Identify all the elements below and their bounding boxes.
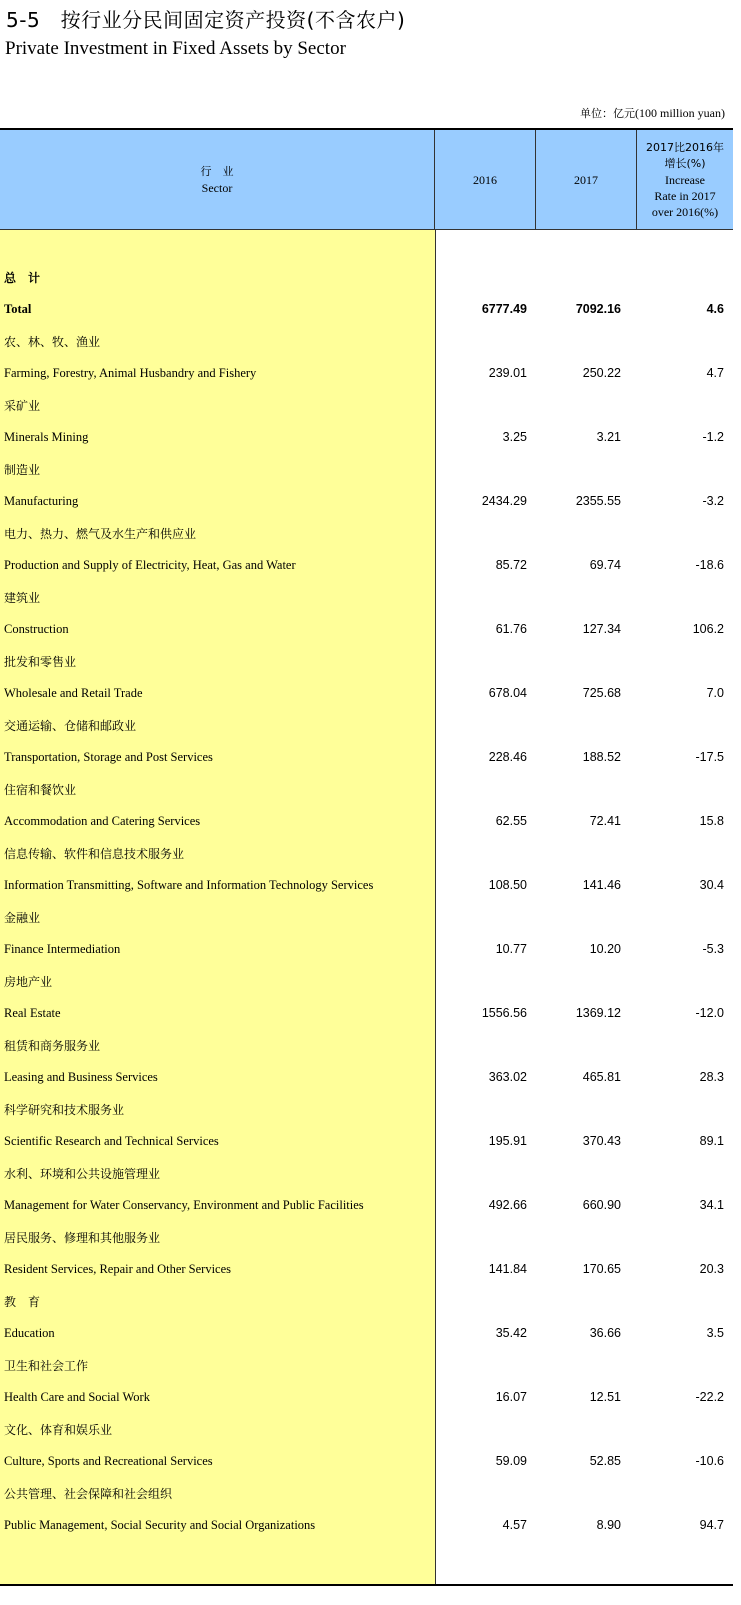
value-2016: 61.76	[495, 622, 527, 636]
sector-label-cn: 科学研究和技术服务业	[4, 1103, 125, 1117]
sector-label-en: Public Management, Social Security and Social Organizations	[4, 1518, 316, 1532]
value-2016: 10.77	[495, 942, 527, 956]
value-rate: 7.0	[706, 686, 724, 700]
table-row	[0, 614, 733, 646]
column-header-rate-line4: Rate in 2017	[654, 188, 716, 203]
value-2017: 370.43	[582, 1134, 621, 1148]
table-row-cn	[0, 1158, 733, 1190]
column-header-rate-line2: 增长(%)	[664, 156, 706, 170]
value-rate: 4.7	[706, 366, 724, 380]
value-2017: 10.20	[589, 942, 621, 956]
value-rate: 4.6	[706, 302, 724, 316]
value-2017: 465.81	[582, 1070, 621, 1084]
value-2016: 108.50	[488, 878, 527, 892]
sector-label-en: Total	[4, 302, 32, 316]
sector-label-en: Management for Water Conservancy, Environment and Public Facilities	[4, 1198, 364, 1212]
table-row	[0, 1318, 733, 1350]
value-2016: 678.04	[488, 686, 527, 700]
table-row-cn	[0, 1286, 733, 1318]
value-2016: 35.42	[495, 1326, 527, 1340]
sector-label-cn: 水利、环境和公共设施管理业	[4, 1167, 161, 1181]
sector-label-en: Scientific Research and Technical Services	[4, 1134, 219, 1148]
unit-label	[580, 105, 725, 121]
value-2017: 188.52	[582, 750, 621, 764]
sector-label-en: Education	[4, 1326, 55, 1340]
value-rate: 15.8	[699, 814, 724, 828]
value-2016: 363.02	[488, 1070, 527, 1084]
table-row-cn	[0, 1350, 733, 1382]
table-row-cn	[0, 1094, 733, 1126]
table-row	[0, 1510, 733, 1542]
sector-label-en: Finance Intermediation	[4, 942, 121, 956]
sector-label-cn: 卫生和社会工作	[4, 1359, 89, 1373]
page-title-cn: 5-5 按行业分民间固定资产投资(不含农户)	[6, 8, 406, 32]
value-rate: 20.3	[699, 1262, 724, 1276]
sector-label-en: Culture, Sports and Recreational Services	[4, 1454, 213, 1468]
sector-label-en: Real Estate	[4, 1006, 61, 1020]
sector-label-cn: 房地产业	[4, 975, 53, 989]
table-row-cn	[0, 518, 733, 550]
value-2017: 141.46	[582, 878, 621, 892]
table-row-cn	[0, 1478, 733, 1510]
value-2016: 4.57	[502, 1518, 527, 1532]
sector-label-cn: 租赁和商务服务业	[4, 1039, 101, 1053]
value-2016: 239.01	[488, 366, 527, 380]
table-row-cn	[0, 1414, 733, 1446]
value-2016: 62.55	[495, 814, 527, 828]
sector-label-en: Minerals Mining	[4, 430, 89, 444]
sector-label-cn: 文化、体育和娱乐业	[4, 1423, 113, 1437]
sector-label-cn: 住宿和餐饮业	[4, 783, 77, 797]
table-row-cn	[0, 262, 733, 294]
sector-label-en: Manufacturing	[4, 494, 79, 508]
value-2016: 85.72	[495, 558, 527, 572]
value-rate: 30.4	[699, 878, 724, 892]
table-row	[0, 806, 733, 838]
table-row-cn	[0, 582, 733, 614]
value-2016: 16.07	[495, 1390, 527, 1404]
sector-label-cn: 信息传输、软件和信息技术服务业	[4, 847, 185, 861]
table-row-cn	[0, 838, 733, 870]
value-rate: 3.5	[706, 1326, 724, 1340]
value-rate: -5.3	[702, 942, 724, 956]
table-row	[0, 870, 733, 902]
table-row	[0, 1190, 733, 1222]
value-2017: 36.66	[589, 1326, 621, 1340]
sector-label-cn: 金融业	[4, 911, 41, 925]
sector-label-cn: 电力、热力、燃气及水生产和供应业	[4, 527, 197, 541]
value-2017: 2355.55	[575, 494, 621, 508]
unit-label-cn: 单位：亿元	[580, 107, 635, 120]
column-header-2017-label: 2017	[574, 172, 598, 187]
value-2016: 141.84	[488, 1262, 527, 1276]
sector-label-en: Accommodation and Catering Services	[4, 814, 201, 828]
value-rate: -10.6	[695, 1454, 724, 1468]
data-table	[0, 128, 733, 1586]
value-rate: -3.2	[702, 494, 724, 508]
unit-label-en: (100 million yuan)	[635, 106, 725, 120]
value-2017: 127.34	[582, 622, 621, 636]
sector-label-cn: 公共管理、社会保障和社会组织	[4, 1487, 173, 1501]
value-rate: 94.7	[699, 1518, 724, 1532]
table-row	[0, 1446, 733, 1478]
sector-label-cn: 总 计	[4, 271, 41, 285]
table-row-cn	[0, 902, 733, 934]
table-row-cn	[0, 454, 733, 486]
value-rate: -12.0	[695, 1006, 724, 1020]
sector-label-cn: 采矿业	[4, 399, 41, 413]
sector-label-en: Production and Supply of Electricity, Heat, Gas and Water	[4, 558, 296, 572]
value-2017: 12.51	[589, 1390, 621, 1404]
value-2016: 3.25	[502, 430, 527, 444]
table-body	[0, 262, 733, 1542]
column-header-rate	[637, 130, 733, 230]
column-header-rate-line5: over 2016(%)	[651, 204, 719, 219]
table-row-cn	[0, 646, 733, 678]
table-row-cn	[0, 390, 733, 422]
value-2016: 1556.56	[481, 1006, 527, 1020]
sector-label-en: Transportation, Storage and Post Services	[4, 750, 213, 764]
column-header-2016	[435, 130, 536, 230]
table-row	[0, 294, 733, 326]
table-row	[0, 1254, 733, 1286]
value-2016: 6777.49	[481, 302, 527, 316]
sector-label-cn: 批发和零售业	[4, 655, 77, 669]
table-row-cn	[0, 710, 733, 742]
value-2017: 3.21	[596, 430, 621, 444]
value-rate: 28.3	[699, 1070, 724, 1084]
table-row-cn	[0, 326, 733, 358]
table-row-cn	[0, 774, 733, 806]
value-2017: 1369.12	[575, 1006, 621, 1020]
sector-label-en: Health Care and Social Work	[4, 1390, 150, 1404]
table-row	[0, 934, 733, 966]
table-row	[0, 742, 733, 774]
table-row	[0, 550, 733, 582]
sector-label-cn: 农、林、牧、渔业	[4, 335, 101, 349]
value-2016: 228.46	[488, 750, 527, 764]
value-2017: 72.41	[589, 814, 621, 828]
value-rate: 89.1	[699, 1134, 724, 1148]
table-row	[0, 486, 733, 518]
table-row-cn	[0, 1030, 733, 1062]
table-row	[0, 1126, 733, 1158]
sector-label-cn: 居民服务、修理和其他服务业	[4, 1231, 161, 1245]
value-2017: 660.90	[582, 1198, 621, 1212]
sector-label-en: Information Transmitting, Software and Information Technology Services	[4, 878, 374, 892]
value-2017: 250.22	[582, 366, 621, 380]
column-header-sector-en: Sector	[201, 180, 233, 195]
column-header-2016-label: 2016	[473, 172, 497, 187]
table-row	[0, 422, 733, 454]
value-2016: 2434.29	[481, 494, 527, 508]
value-2017: 725.68	[582, 686, 621, 700]
sector-label-cn: 制造业	[4, 463, 41, 477]
value-2017: 52.85	[589, 1454, 621, 1468]
sector-label-en: Farming, Forestry, Animal Husbandry and Fishery	[4, 366, 257, 380]
table-bottom-rule	[0, 1584, 733, 1586]
column-header-rate-line3: Increase	[665, 172, 705, 187]
value-rate: -22.2	[695, 1390, 724, 1404]
value-2016: 492.66	[488, 1198, 527, 1212]
value-2017: 69.74	[589, 558, 621, 572]
column-header-sector-cn: 行 业	[200, 164, 234, 178]
value-rate: 106.2	[692, 622, 724, 636]
value-2016: 195.91	[488, 1134, 527, 1148]
value-rate: -17.5	[695, 750, 724, 764]
value-2016: 59.09	[495, 1454, 527, 1468]
value-rate: -18.6	[695, 558, 724, 572]
page-title-en: Private Investment in Fixed Assets by Sector	[5, 38, 346, 59]
sector-label-cn: 教 育	[4, 1295, 41, 1309]
sector-label-en: Leasing and Business Services	[4, 1070, 158, 1084]
table-row	[0, 358, 733, 390]
column-header-sector	[0, 130, 435, 230]
sector-label-en: Resident Services, Repair and Other Services	[4, 1262, 232, 1276]
table-row	[0, 1382, 733, 1414]
value-2017: 7092.16	[575, 302, 621, 316]
sector-label-en: Wholesale and Retail Trade	[4, 686, 143, 700]
table-row-cn	[0, 1222, 733, 1254]
table-row-cn	[0, 966, 733, 998]
value-2017: 8.90	[596, 1518, 621, 1532]
sector-label-en: Construction	[4, 622, 69, 636]
value-rate: 34.1	[699, 1198, 724, 1212]
table-row	[0, 678, 733, 710]
table-row	[0, 1062, 733, 1094]
sector-label-cn: 建筑业	[4, 591, 41, 605]
column-header-rate-line1: 2017比2016年	[646, 140, 724, 154]
column-header-2017	[536, 130, 637, 230]
value-2017: 170.65	[582, 1262, 621, 1276]
table-row	[0, 998, 733, 1030]
sector-label-cn: 交通运输、仓储和邮政业	[4, 719, 137, 733]
value-rate: -1.2	[702, 430, 724, 444]
